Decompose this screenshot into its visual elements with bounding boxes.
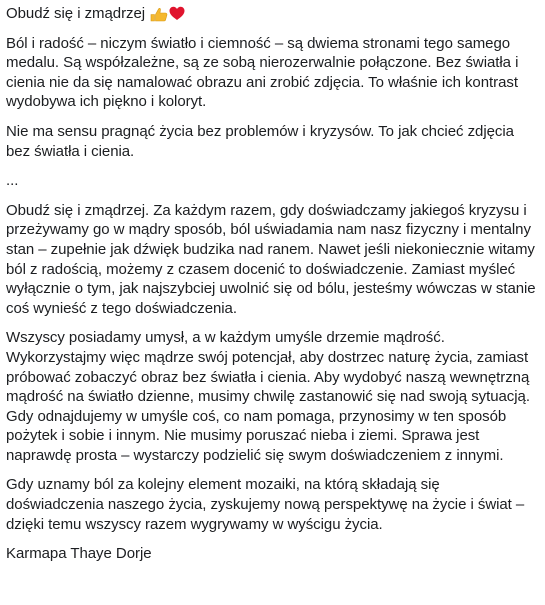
post-title-line (6, 4, 539, 24)
red-heart-emoji-icon (169, 6, 185, 21)
post-paragraph-2: Nie ma sensu pragnąć życia bez problemów i kryzysów. To jak chcieć zdjęcia bez światła i cienia. (6, 122, 514, 160)
post-signature: Karmapa Thaye Dorje (6, 545, 152, 563)
thumbs-up-emoji-icon (150, 6, 168, 22)
post-paragraph-5: Gdy uznamy ból za kolejny element mozaiki, na którą składają się doświadczenia naszego życia, zyskujemy nową perspektywę na życie i świat – dzięki temu wszyscy razem wygrywamy w wyścigu życia. (6, 476, 525, 533)
emoji-group (150, 6, 185, 22)
post-paragraph-4: Wszyscy posiadamy umysł, a w każdym umyśle drzemie mądrość. Wykorzystajmy więc mądrze swój potencjał, aby dostrzec naturę życia, zamiast próbować zobaczyć obraz bez światła i cienia. Aby wydobyć naszą wewnętrzną mądrość na światło dzienne, musimy chwilę zastanowić się nad swoją sytuacją. Gdy odnajdujemy w umyśle coś, co nam pomaga, przynosimy w ten sposób pożytek i sobie i innym. Nie musimy poruszać nieba i ziemi. Sprawa jest naprawdę prosta – wystarczy podzielić się swym doświadczeniem z innymi. (6, 329, 530, 464)
post-paragraph-3: Obudź się i zmądrzej. Za każdym razem, gdy doświadczamy jakiegoś kryzysu i przeżywamy go w mądry sposób, ból uświadamia nam nasz fizyczny i mentalny stan – zupełnie jak dźwięk budzika nad ranem. Nawet jeśli niekoniecznie witamy ból z radością, możemy z czasem docenić to doświadczenie. Zamiast myśleć wyłącznie o tym, jak najszybciej uwolnić się od bólu, jesteśmy wówczas w stanie coś wynieść z tego doświadczenia. (6, 201, 536, 317)
post-paragraph-ellipsis: ... (6, 172, 19, 190)
post-title: Obudź się i zmądrzej (6, 5, 146, 22)
post-paragraph-1: Ból i radość – niczym światło i ciemność – są dwiema stronami tego samego medalu. Są współzależne, są ze sobą nierozerwalnie połączone. Bez światła i cienia nie da się namalować obrazu ani zrobić zdjęcia. To właśnie ich kontrast wydobywa ich piękno i koloryt. (6, 34, 519, 111)
